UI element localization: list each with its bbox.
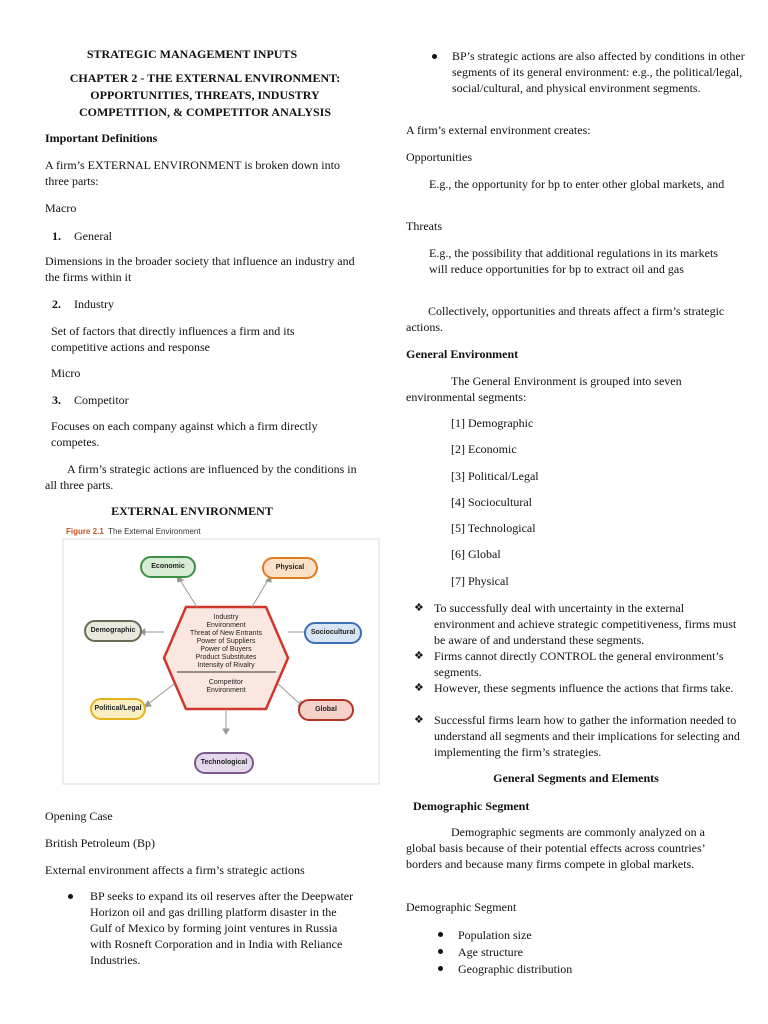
bullet-dot [438,949,443,954]
opening-case-label: Opening Case [45,809,113,823]
figure-title: The External Environment [108,527,201,536]
opportunities-label: Opportunities [406,150,472,164]
list-item-general: General [74,229,112,243]
demographic-segment-heading: Demographic Segment [413,799,530,813]
demographic-bullet: Population size [458,928,532,942]
segment-physical: Physical [262,557,318,579]
diamond-item: To successfully deal with uncertainty in the external environment and achieve strategic competitiveness, firms must be aware of and understand these segments. [434,601,737,647]
collectively-paragraph: Collectively, opportunities and threats affect a firm’s strategic actions. [406,304,725,334]
general-description: Dimensions in the broader society that influence an industry and the firms within it [45,254,355,284]
diamond-bullet-icon: ❖ [414,650,424,662]
bullet-dot [68,894,73,899]
segment-political-legal: Political/Legal [90,698,146,720]
competitor-environment-text [176,679,276,695]
segment-item: [3] Political/Legal [451,469,539,483]
opportunity-example: E.g., the opportunity for bp to enter other global markets, and [429,177,725,191]
industry-line: Industry [213,614,239,621]
bp-segments-bullet: BP’s strategic actions are also affected by conditions in other segments of its general environment: e.g., the political/legal, social/cultural, and physical environment segments. [452,49,745,95]
diamond-item: Firms cannot directly CONTROL the general environment’s segments. [434,649,724,679]
document-title: STRATEGIC MANAGEMENT INPUTS [86,47,298,61]
general-environment-intro: The General Environment is grouped into seven environmental segments: [406,374,682,404]
bp-label: British Petroleum (Bp) [45,836,155,850]
diamond-bullet-icon: ❖ [414,602,424,614]
competitor-line: Competitor [208,679,244,686]
list-number: 3. [52,393,61,407]
industry-line: Power of Suppliers [196,638,256,645]
industry-line: Intensity of Rivalry [197,662,255,669]
competitor-description: Focuses on each company against which a firm directly competes. [51,419,318,449]
segment-item: [2] Economic [451,442,517,456]
industry-line: Environment [206,622,246,629]
industry-description: Set of factors that directly influences a firm and its competitive actions and response [51,324,295,354]
figure-number: Figure 2.1 [66,527,104,536]
industry-line: Power of Buyers [200,646,252,653]
creates-paragraph: A firm’s external environment creates: [406,123,591,137]
affects-paragraph: External environment affects a firm’s strategic actions [45,863,305,877]
general-segments-heading: General Segments and Elements [493,771,659,785]
demographic-paragraph: Demographic segments are commonly analyzed on a global basis because of their potential effects across countries’ borders and because many firms compete in global markets. [406,825,705,871]
external-environment-figure [62,524,380,786]
demographic-bullet: Age structure [458,945,523,959]
segment-demographic: Demographic [84,620,142,642]
intro-paragraph: A firm’s EXTERNAL ENVIRONMENT is broken down into three parts: [45,158,340,188]
list-item-competitor: Competitor [74,393,129,407]
demographic-segment-label: Demographic Segment [406,900,517,914]
chapter-heading: CHAPTER 2 - THE EXTERNAL ENVIRONMENT: OPPORTUNITIES, THREATS, INDUSTRY COMPETITION, & COMPETITOR ANALYSIS [69,71,341,119]
segment-item: [5] Technological [451,521,536,535]
macro-label: Macro [45,201,77,215]
bp-bullet-paragraph: BP seeks to expand its oil reserves after the Deepwater Horizon oil and gas drilling platform disaster in the Gulf of Mexico by forming joint ventures in Russia with Rosneft Corporation and in India with Reliance Industries. [90,889,354,967]
bullet-dot [432,54,437,59]
segment-technological: Technological [194,752,254,774]
segment-item: [7] Physical [451,574,509,588]
list-item-industry: Industry [74,297,114,311]
bullet-dot [438,966,443,971]
competitor-line: Environment [206,687,246,694]
segment-item: [6] Global [451,547,501,561]
micro-label: Micro [51,366,81,380]
segment-item: [4] Sociocultural [451,495,532,509]
segment-sociocultural: Sociocultural [304,622,362,644]
industry-line: Threat of New Entrants [190,630,262,637]
industry-environment-text [176,614,276,670]
list-number: 2. [52,297,61,311]
threat-example: E.g., the possibility that additional regulations in its markets will reduce opportunities for bp to extract oil and gas [429,246,718,276]
segment-global: Global [298,699,354,721]
general-environment-heading: General Environment [406,347,519,361]
definitions-heading: Important Definitions [45,131,158,145]
diamond-bullet-icon: ❖ [414,682,424,694]
diamond-item: Successful firms learn how to gather the information needed to understand all segments and their implications for selecting and implementing the firm’s strategies. [434,713,740,759]
segment-economic: Economic [140,556,196,578]
conclusion-paragraph: A firm’s strategic actions are influenced by the conditions in all three parts. [45,462,357,492]
industry-line: Product Substitutes [195,654,257,661]
diamond-item: However, these segments influence the actions that firms take. [434,681,734,695]
segment-item: [1] Demographic [451,416,534,430]
demographic-bullet: Geographic distribution [458,962,573,976]
diamond-bullet-icon: ❖ [414,714,424,726]
bullet-dot [438,932,443,937]
figure-heading: EXTERNAL ENVIRONMENT [111,504,273,518]
threats-label: Threats [406,219,442,233]
list-number: 1. [52,229,61,243]
